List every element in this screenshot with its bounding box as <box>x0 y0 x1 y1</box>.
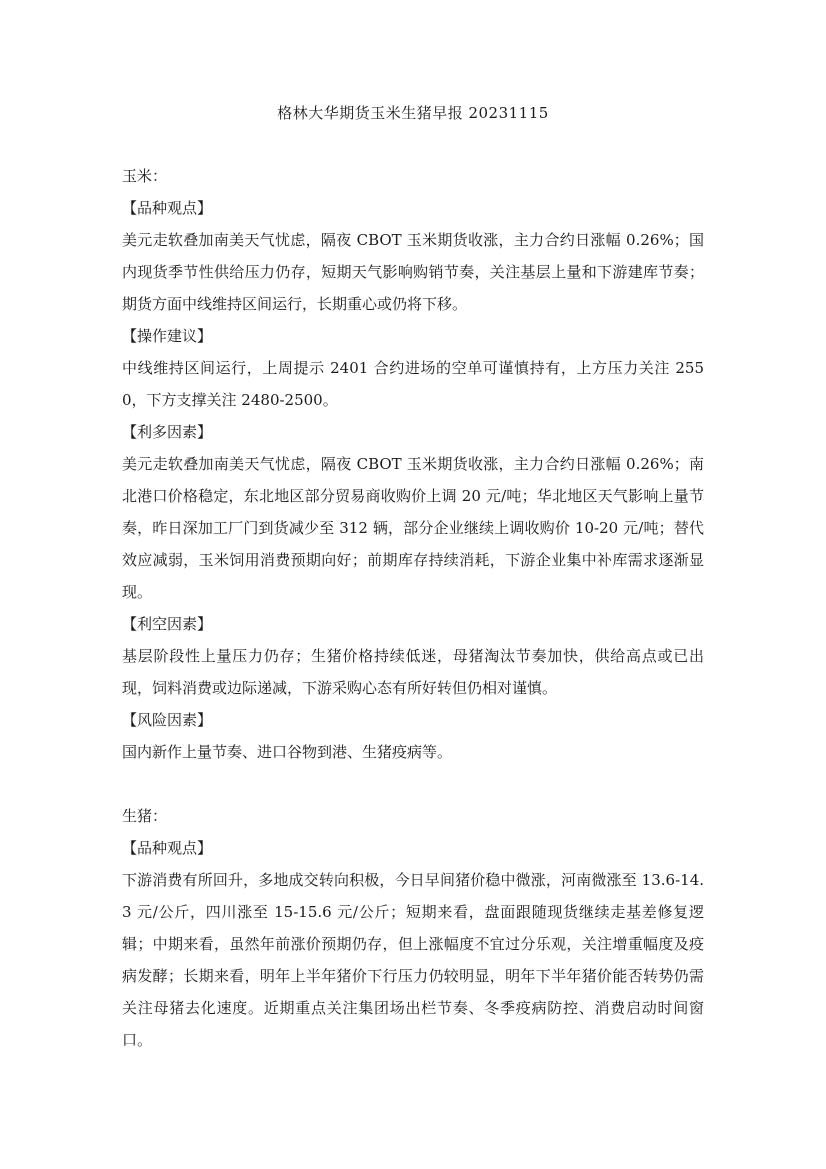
hog-view-heading: 【品种观点】 <box>122 839 213 857</box>
hog-view-text: 下游消费有所回升，多地成交转向积极，今日早间猪价稳中微涨，河南微涨至 13.6-14.3 元/公斤，四川涨至 15-15.6 元/公斤；短期来看，盘面跟随现货继续走基差修复逻辑；中期来看，虽然年前涨价预期仍存，但上涨幅度不宜过分乐观，关注增重幅度及疫病发酵；长期来看，明年上半年猪价下行压力仍较明显，明年下半年猪价能否转势仍需关注母猪去化速度。近期重点关注集团场出栏节奏、冬季疫病防控、消费启动时间窗口。 <box>122 871 704 1049</box>
corn-section-label: 玉米： <box>122 167 168 185</box>
corn-view-text: 美元走软叠加南美天气忧虑，隔夜 CBOT 玉米期货收涨，主力合约日涨幅 0.26%；国内现货季节性供给压力仍存，短期天气影响购销节奏，关注基层上量和下游建库节奏；期货方面中线维持区间运行，长期重心或仍将下移。 <box>122 231 704 313</box>
corn-view-heading: 【品种观点】 <box>122 199 213 217</box>
section-spacer <box>122 768 704 800</box>
corn-bull-text: 美元走软叠加南美天气忧虑，隔夜 CBOT 玉米期货收涨，主力合约日涨幅 0.26%；南北港口价格稳定，东北地区部分贸易商收购价上调 20 元/吨；华北地区天气影响上量节奏，昨日深加工厂门到货减少至 312 辆，部分企业继续上调收购价 10-20 元/吨；替代效应减弱，玉米饲用消费预期向好；前期库存持续消耗，下游企业集中补库需求逐渐显现。 <box>122 455 704 601</box>
corn-advice-heading: 【操作建议】 <box>122 327 213 345</box>
corn-bear-heading: 【利空因素】 <box>122 615 213 633</box>
hog-section-label: 生猪： <box>122 807 168 825</box>
hog-section <box>122 800 704 1056</box>
corn-advice-text: 中线维持区间运行，上周提示 2401 合约进场的空单可谨慎持有，上方压力关注 2550，下方支撑关注 2480-2500。 <box>122 359 704 409</box>
corn-bull-heading: 【利多因素】 <box>122 423 213 441</box>
corn-risk-text: 国内新作上量节奏、进口谷物到港、生猪疫病等。 <box>122 743 453 761</box>
corn-risk-heading: 【风险因素】 <box>122 711 213 729</box>
corn-bear-text: 基层阶段性上量压力仍存；生猪价格持续低迷，母猪淘汰节奏加快，供给高点或已出现，饲料消费或边际递减，下游采购心态有所好转但仍相对谨慎。 <box>122 647 704 697</box>
corn-section <box>122 160 704 768</box>
report-title: 格林大华期货玉米生猪早报 20231115 <box>277 104 549 122</box>
